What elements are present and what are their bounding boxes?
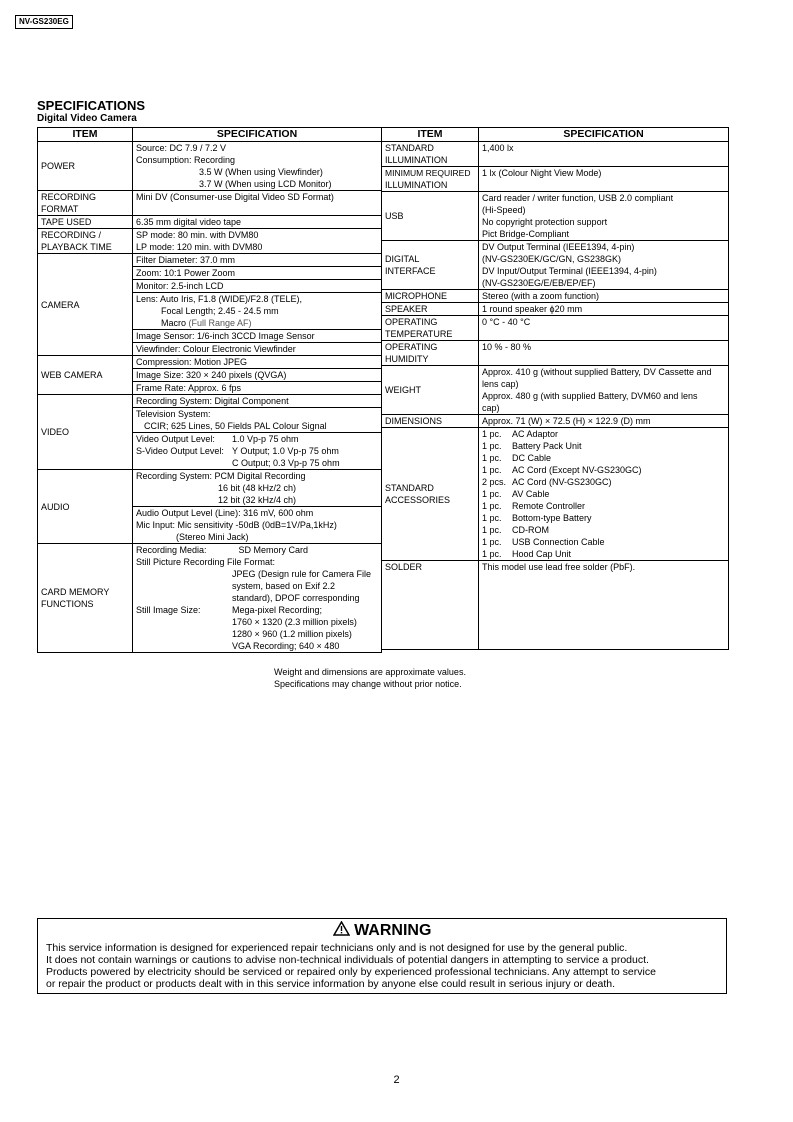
table-row — [382, 428, 729, 561]
spec-camera-lens: Lens: Auto Iris, F1.8 (WIDE)/F2.8 (TELE), Focal Length; 2.45 - 24.5 mm Macro (Full Range AF) — [133, 293, 382, 330]
spec-recording-format: Mini DV (Consumer-use Digital Video SD Format) — [133, 191, 382, 216]
spec-header: SPECIFICATION — [479, 128, 729, 142]
item-solder: SOLDER — [382, 561, 479, 650]
item-header: ITEM — [38, 128, 133, 142]
table-row — [38, 142, 382, 191]
spec-power: Source: DC 7.9 / 7.2 V Consumption: Recording 3.5 W (When using Viewfinder) 3.7 W (When using LCD Monitor) — [133, 142, 382, 191]
spec-video-output: Video Output Level: 1.0 Vp-p 75 ohm S-Video Output Level: Y Output; 1.0 Vp-p 75 ohm C Output; 0.3 Vp-p 75 ohm — [133, 433, 382, 470]
spec-web-image-size: Image Size: 320 × 240 pixels (QVGA) — [133, 369, 382, 382]
table-header-row — [382, 128, 729, 142]
spec-weight: Approx. 410 g (without supplied Battery, DV Cassette and lens cap) Approx. 480 g (with supplied Battery, DVM60 and lens cap) — [479, 366, 729, 415]
spec-playback-time: SP mode: 80 min. with DVM80 LP mode: 120 min. with DVM80 — [133, 229, 382, 254]
table-row — [382, 192, 729, 241]
page-subtitle: Digital Video Camera — [37, 113, 137, 124]
list-item: 1 pc. Hood Cap Unit — [482, 549, 572, 559]
table-row — [382, 415, 729, 428]
table-row — [382, 316, 729, 341]
item-card-memory: CARD MEMORY FUNCTIONS — [38, 544, 133, 653]
list-item: 1 pc. Battery Pack Unit — [482, 441, 582, 451]
spec-camera-sensor: Image Sensor: 1/6-inch 3CCD Image Sensor — [133, 330, 382, 343]
item-digital-interface: DIGITAL INTERFACE — [382, 241, 479, 290]
item-camera: CAMERA — [38, 254, 133, 356]
spec-card-memory: Recording Media: SD Memory Card Still Picture Recording File Format: JPEG (Design rule for Camera File system, based on Exif 2.2 standard), DPOF corresponding Still Image Size: Mega-pixel Recording; 1760 × 1320 (2.3 million pixels) 1280 × 960 (1.2 million pixels) VGA Recording; 640 × 480 — [133, 544, 382, 653]
spec-min-illumination: 1 lx (Colour Night View Mode) — [479, 167, 729, 192]
table-row — [38, 191, 382, 216]
table-row — [382, 303, 729, 316]
spec-table-left — [37, 127, 382, 653]
spec-camera-filter: Filter Diameter: 37.0 mm — [133, 254, 382, 267]
item-tape-used: TAPE USED — [38, 216, 133, 229]
table-row — [38, 254, 382, 267]
table-row — [382, 561, 729, 650]
spec-usb: Card reader / writer function, USB 2.0 compliant (Hi-Speed) No copyright protection support Pict Bridge-Compliant — [479, 192, 729, 241]
page-number: 2 — [393, 1074, 400, 1086]
list-item: 1 pc. Bottom-type Battery — [482, 513, 592, 523]
spec-standard-illumination: 1,400 lx — [479, 142, 729, 167]
spec-camera-monitor: Monitor: 2.5-inch LCD — [133, 280, 382, 293]
warning-heading: WARNING — [46, 920, 718, 942]
item-recording-format: RECORDING FORMAT — [38, 191, 133, 216]
warning-box — [37, 918, 727, 994]
item-video: VIDEO — [38, 395, 133, 470]
spec-audio-recording: Recording System: PCM Digital Recording 16 bit (48 kHz/2 ch) 12 bit (32 kHz/4 ch) — [133, 470, 382, 507]
item-header: ITEM — [382, 128, 479, 142]
item-microphone: MICROPHONE — [382, 290, 479, 303]
item-operating-humidity: OPERATING HUMIDITY — [382, 341, 479, 366]
item-standard-accessories: STANDARD ACCESSORIES — [382, 428, 479, 561]
table-row — [38, 544, 382, 653]
table-row — [38, 229, 382, 254]
spec-header: SPECIFICATION — [133, 128, 382, 142]
spec-web-frame-rate: Frame Rate: Approx. 6 fps — [133, 382, 382, 395]
model-number-label: NV-GS230EG — [15, 15, 73, 29]
item-speaker: SPEAKER — [382, 303, 479, 316]
item-operating-temperature: OPERATING TEMPERATURE — [382, 316, 479, 341]
list-item: 1 pc. CD-ROM — [482, 525, 549, 535]
table-row — [38, 216, 382, 229]
warning-triangle-icon — [333, 921, 350, 936]
spec-web-compression: Compression: Motion JPEG — [133, 356, 382, 369]
spec-operating-temperature: 0 °C - 40 °C — [479, 316, 729, 341]
item-min-illumination: MINIMUM REQUIRED ILLUMINATION — [382, 167, 479, 192]
spec-audio-output: Audio Output Level (Line): 316 mV, 600 ohm Mic Input: Mic sensitivity -50dB (0dB=1V/Pa,1kHz) (Stereo Mini Jack) — [133, 507, 382, 544]
table-row — [382, 142, 729, 167]
item-standard-illumination: STANDARD ILLUMINATION — [382, 142, 479, 167]
page-title: SPECIFICATIONS — [37, 98, 146, 113]
item-dimensions: DIMENSIONS — [382, 415, 479, 428]
list-item: 1 pc. Remote Controller — [482, 501, 586, 511]
spec-video-recording: Recording System: Digital Component — [133, 395, 382, 408]
spec-speaker: 1 round speaker ϕ20 mm — [479, 303, 729, 316]
spec-microphone: Stereo (with a zoom function) — [479, 290, 729, 303]
list-item: 1 pc. USB Connection Cable — [482, 537, 605, 547]
table-row — [382, 167, 729, 192]
spec-camera-viewfinder: Viewfinder: Colour Electronic Viewfinder — [133, 343, 382, 356]
spec-standard-accessories — [479, 428, 729, 561]
item-weight: WEIGHT — [382, 366, 479, 415]
warning-text: This service information is designed for experienced repair technicians only and is not designed for use by the general public. It does not contain warnings or cautions to advise non-technical individuals of potential dangers in attempting to service a product. Products powered by electricity should be serviced or repaired only by experienced professional technicians. Any attempt to service or repair the product or products dealt with in this service information by anyone else could result in serious injury or death. — [46, 942, 656, 990]
spec-digital-interface: DV Output Terminal (IEEE1394, 4-pin) (NV-GS230EK/GC/GN, GS238GK) DV Input/Output Terminal (IEEE1394, 4-pin) (NV-GS230EG/E/EB/EP/EF) — [479, 241, 729, 290]
table-row — [38, 470, 382, 507]
spec-video-tv: Television System: CCIR; 625 Lines, 50 Fields PAL Colour Signal — [133, 408, 382, 433]
table-row — [382, 241, 729, 290]
table-row — [38, 356, 382, 369]
spec-solder: This model use lead free solder (PbF). — [479, 561, 729, 650]
table-row — [382, 366, 729, 415]
list-item: 1 pc. AC Cord (Except NV-GS230GC) — [482, 465, 642, 475]
list-item: 1 pc. AV Cable — [482, 489, 550, 499]
spec-tape-used: 6.35 mm digital video tape — [133, 216, 382, 229]
list-item: 1 pc. DC Cable — [482, 453, 552, 463]
spec-dimensions: Approx. 71 (W) × 72.5 (H) × 122.9 (D) mm — [479, 415, 729, 428]
spec-operating-humidity: 10 % - 80 % — [479, 341, 729, 366]
item-power: POWER — [38, 142, 133, 191]
table-row — [382, 341, 729, 366]
item-web-camera: WEB CAMERA — [38, 356, 133, 395]
spec-camera-zoom: Zoom: 10:1 Power Zoom — [133, 267, 382, 280]
table-header-row — [38, 128, 382, 142]
item-audio: AUDIO — [38, 470, 133, 544]
table-row — [382, 290, 729, 303]
item-usb: USB — [382, 192, 479, 241]
list-item: 2 pcs. AC Cord (NV-GS230GC) — [482, 477, 612, 487]
table-row — [38, 395, 382, 408]
list-item: 1 pc. AC Adaptor — [482, 429, 559, 439]
spec-notes: Weight and dimensions are approximate values. Specifications may change without prior notice. — [274, 667, 466, 689]
item-playback-time: RECORDING / PLAYBACK TIME — [38, 229, 133, 254]
spec-table-right — [381, 127, 729, 650]
